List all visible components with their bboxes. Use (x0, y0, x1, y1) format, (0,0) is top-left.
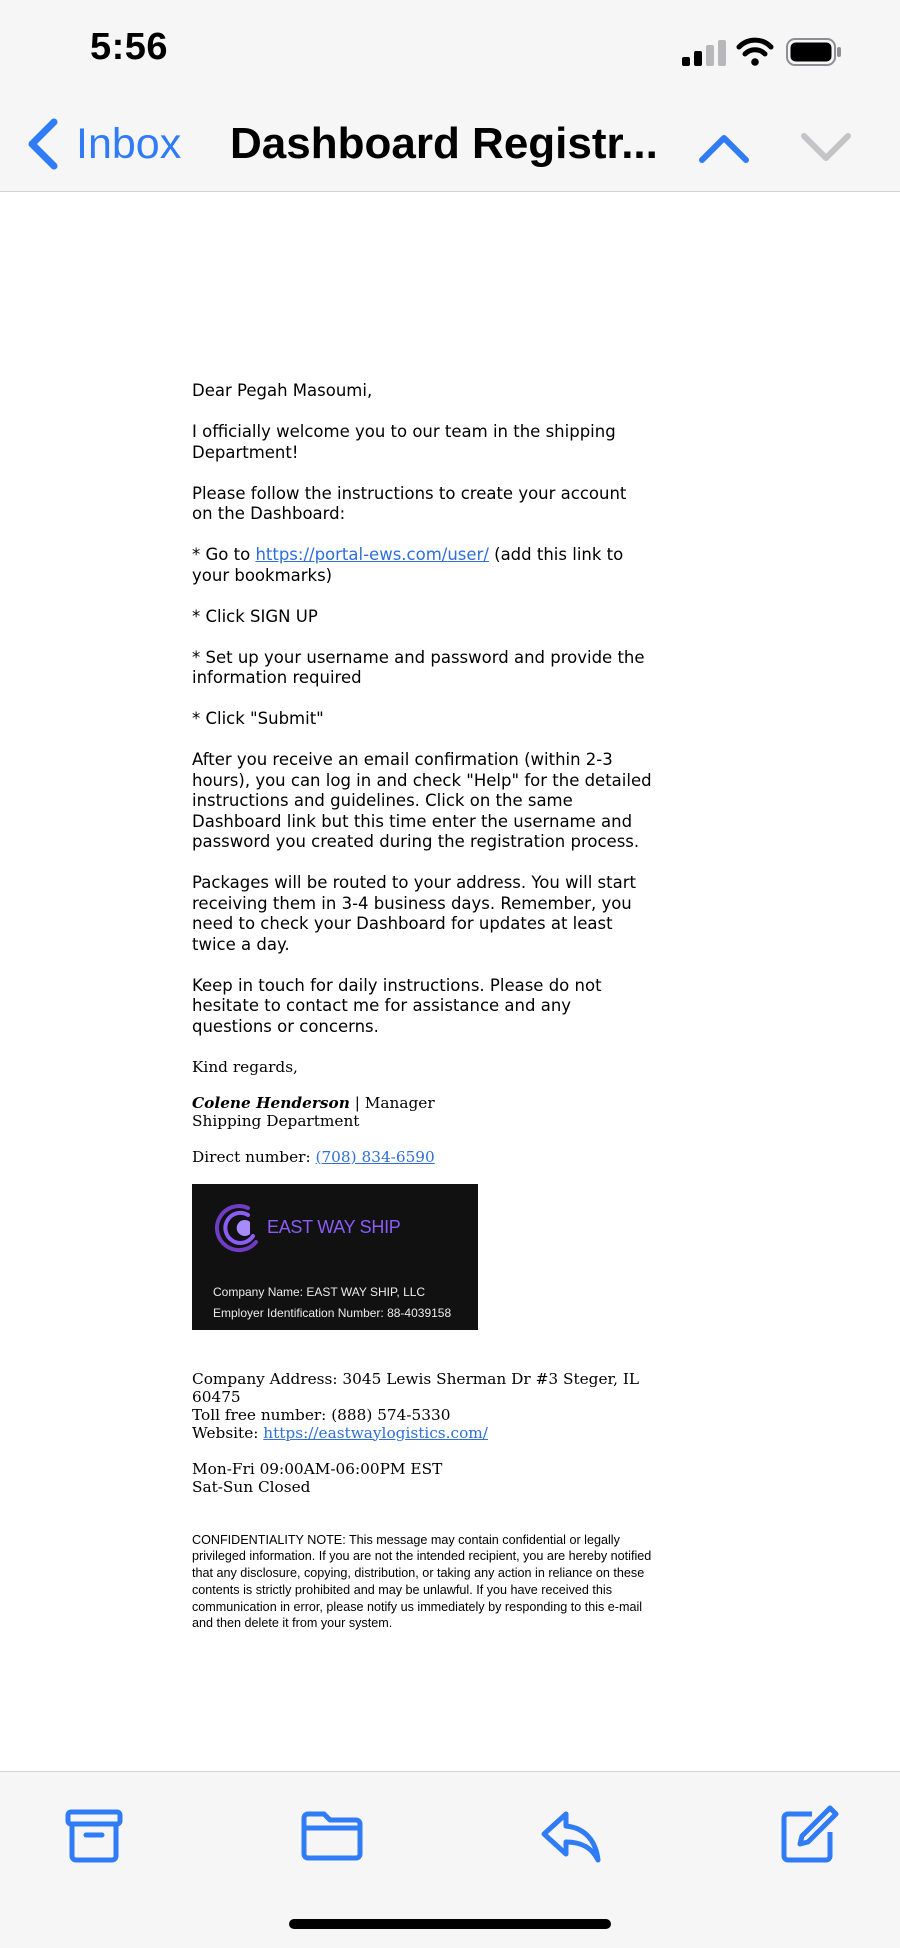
contact-paragraph: Keep in touch for daily instructions. Please do not hesitate to contact me for assistance and any questions or concerns. (192, 975, 602, 1036)
step-click-submit: * Click "Submit" (192, 709, 324, 728)
logo-ein: Employer Identification Number: 88-4039158 (213, 1305, 452, 1320)
previous-message-chevron-up-icon[interactable] (698, 122, 750, 174)
direct-number-line (192, 1148, 652, 1166)
company-logo-banner (192, 1184, 478, 1330)
website-line (192, 1424, 652, 1442)
next-message-chevron-down-icon[interactable] (800, 122, 852, 174)
email-body (192, 381, 652, 1632)
east-way-ship-logo-icon (212, 1200, 268, 1256)
archive-icon[interactable] (62, 1804, 126, 1868)
home-indicator[interactable] (289, 1919, 611, 1929)
hours-weekend: Sat-Sun Closed (192, 1477, 311, 1496)
signer-department: Shipping Department (192, 1111, 360, 1130)
back-to-inbox-button[interactable] (24, 114, 181, 174)
toll-free-number: Toll free number: (888) 574-5330 (192, 1405, 451, 1424)
website-label: Website: (192, 1423, 264, 1442)
wifi-icon (736, 36, 774, 66)
direct-number-link[interactable]: (708) 834-6590 (315, 1147, 435, 1166)
cellular-signal-icon (682, 40, 726, 66)
website-link[interactable]: https://eastwaylogistics.com/ (263, 1423, 488, 1442)
status-time: 5:56 (90, 26, 169, 68)
greeting: Dear Pegah Masoumi, (192, 381, 373, 400)
confirmation-paragraph: After you receive an email confirmation (within 2-3 hours), you can log in and check "Help" for the detailed instructions and guidelines. Click on the same Dashboard link but this time enter the username and password you created during the registration process. (192, 750, 652, 851)
step1-suffix: (add this link to your bookmarks) (192, 545, 624, 585)
closing: Kind regards, (192, 1057, 298, 1076)
navigation-bar (0, 100, 900, 192)
signature-block (192, 1058, 652, 1496)
folder-icon[interactable] (300, 1804, 364, 1868)
signer-name: Colene Henderson (192, 1093, 350, 1112)
step1-prefix: * Go to (192, 545, 256, 564)
step-click-sign-up: * Click SIGN UP (192, 606, 318, 626)
instructions-intro: Please follow the instructions to create your account on the Dashboard: (192, 483, 627, 523)
confidentiality-note: CONFIDENTIALITY NOTE: This message may contain confidential or legally privileged information. If you are not the intended recipient, you are hereby notified that any disclosure, copying, distribution, or taking any action in reliance on these contents is strictly prohibited and may be unlawful. If you have received this communication in error, please notify us immediately by responding to this e-mail and then delete it from your system. (192, 1532, 652, 1631)
email-content (0, 192, 900, 1770)
reply-icon[interactable] (538, 1804, 602, 1868)
logo-brand-text: EAST WAY SHIP (267, 1216, 401, 1237)
welcome-paragraph: I officially welcome you to our team in the shipping Department! (192, 422, 616, 462)
signer-role: | Manager (349, 1093, 435, 1112)
company-address: Company Address: 3045 Lewis Sherman Dr #3 Steger, IL 60475 (192, 1369, 640, 1406)
logo-company-name: Company Name: EAST WAY SHIP, LLC (213, 1284, 426, 1299)
hours-weekdays: Mon-Fri 09:00AM-06:00PM EST (192, 1459, 443, 1478)
battery-icon (786, 38, 842, 66)
portal-link[interactable]: https://portal-ews.com/user/ (255, 545, 489, 564)
email-subject-title: Dashboard Registr... (230, 119, 658, 168)
direct-number-label: Direct number: (192, 1147, 316, 1166)
compose-icon[interactable] (776, 1804, 840, 1868)
signer-line (192, 1094, 652, 1112)
step-go-to-portal (192, 545, 652, 586)
chevron-left-icon (24, 118, 64, 170)
back-label: Inbox (76, 119, 182, 168)
status-bar (0, 0, 900, 100)
packages-paragraph: Packages will be routed to your address. You will start receiving them in 3-4 business days. Remember, you need to check your Dashboard for updates at least twice a day. (192, 873, 636, 954)
step-set-up-credentials: * Set up your username and password and provide the information required (192, 647, 645, 687)
